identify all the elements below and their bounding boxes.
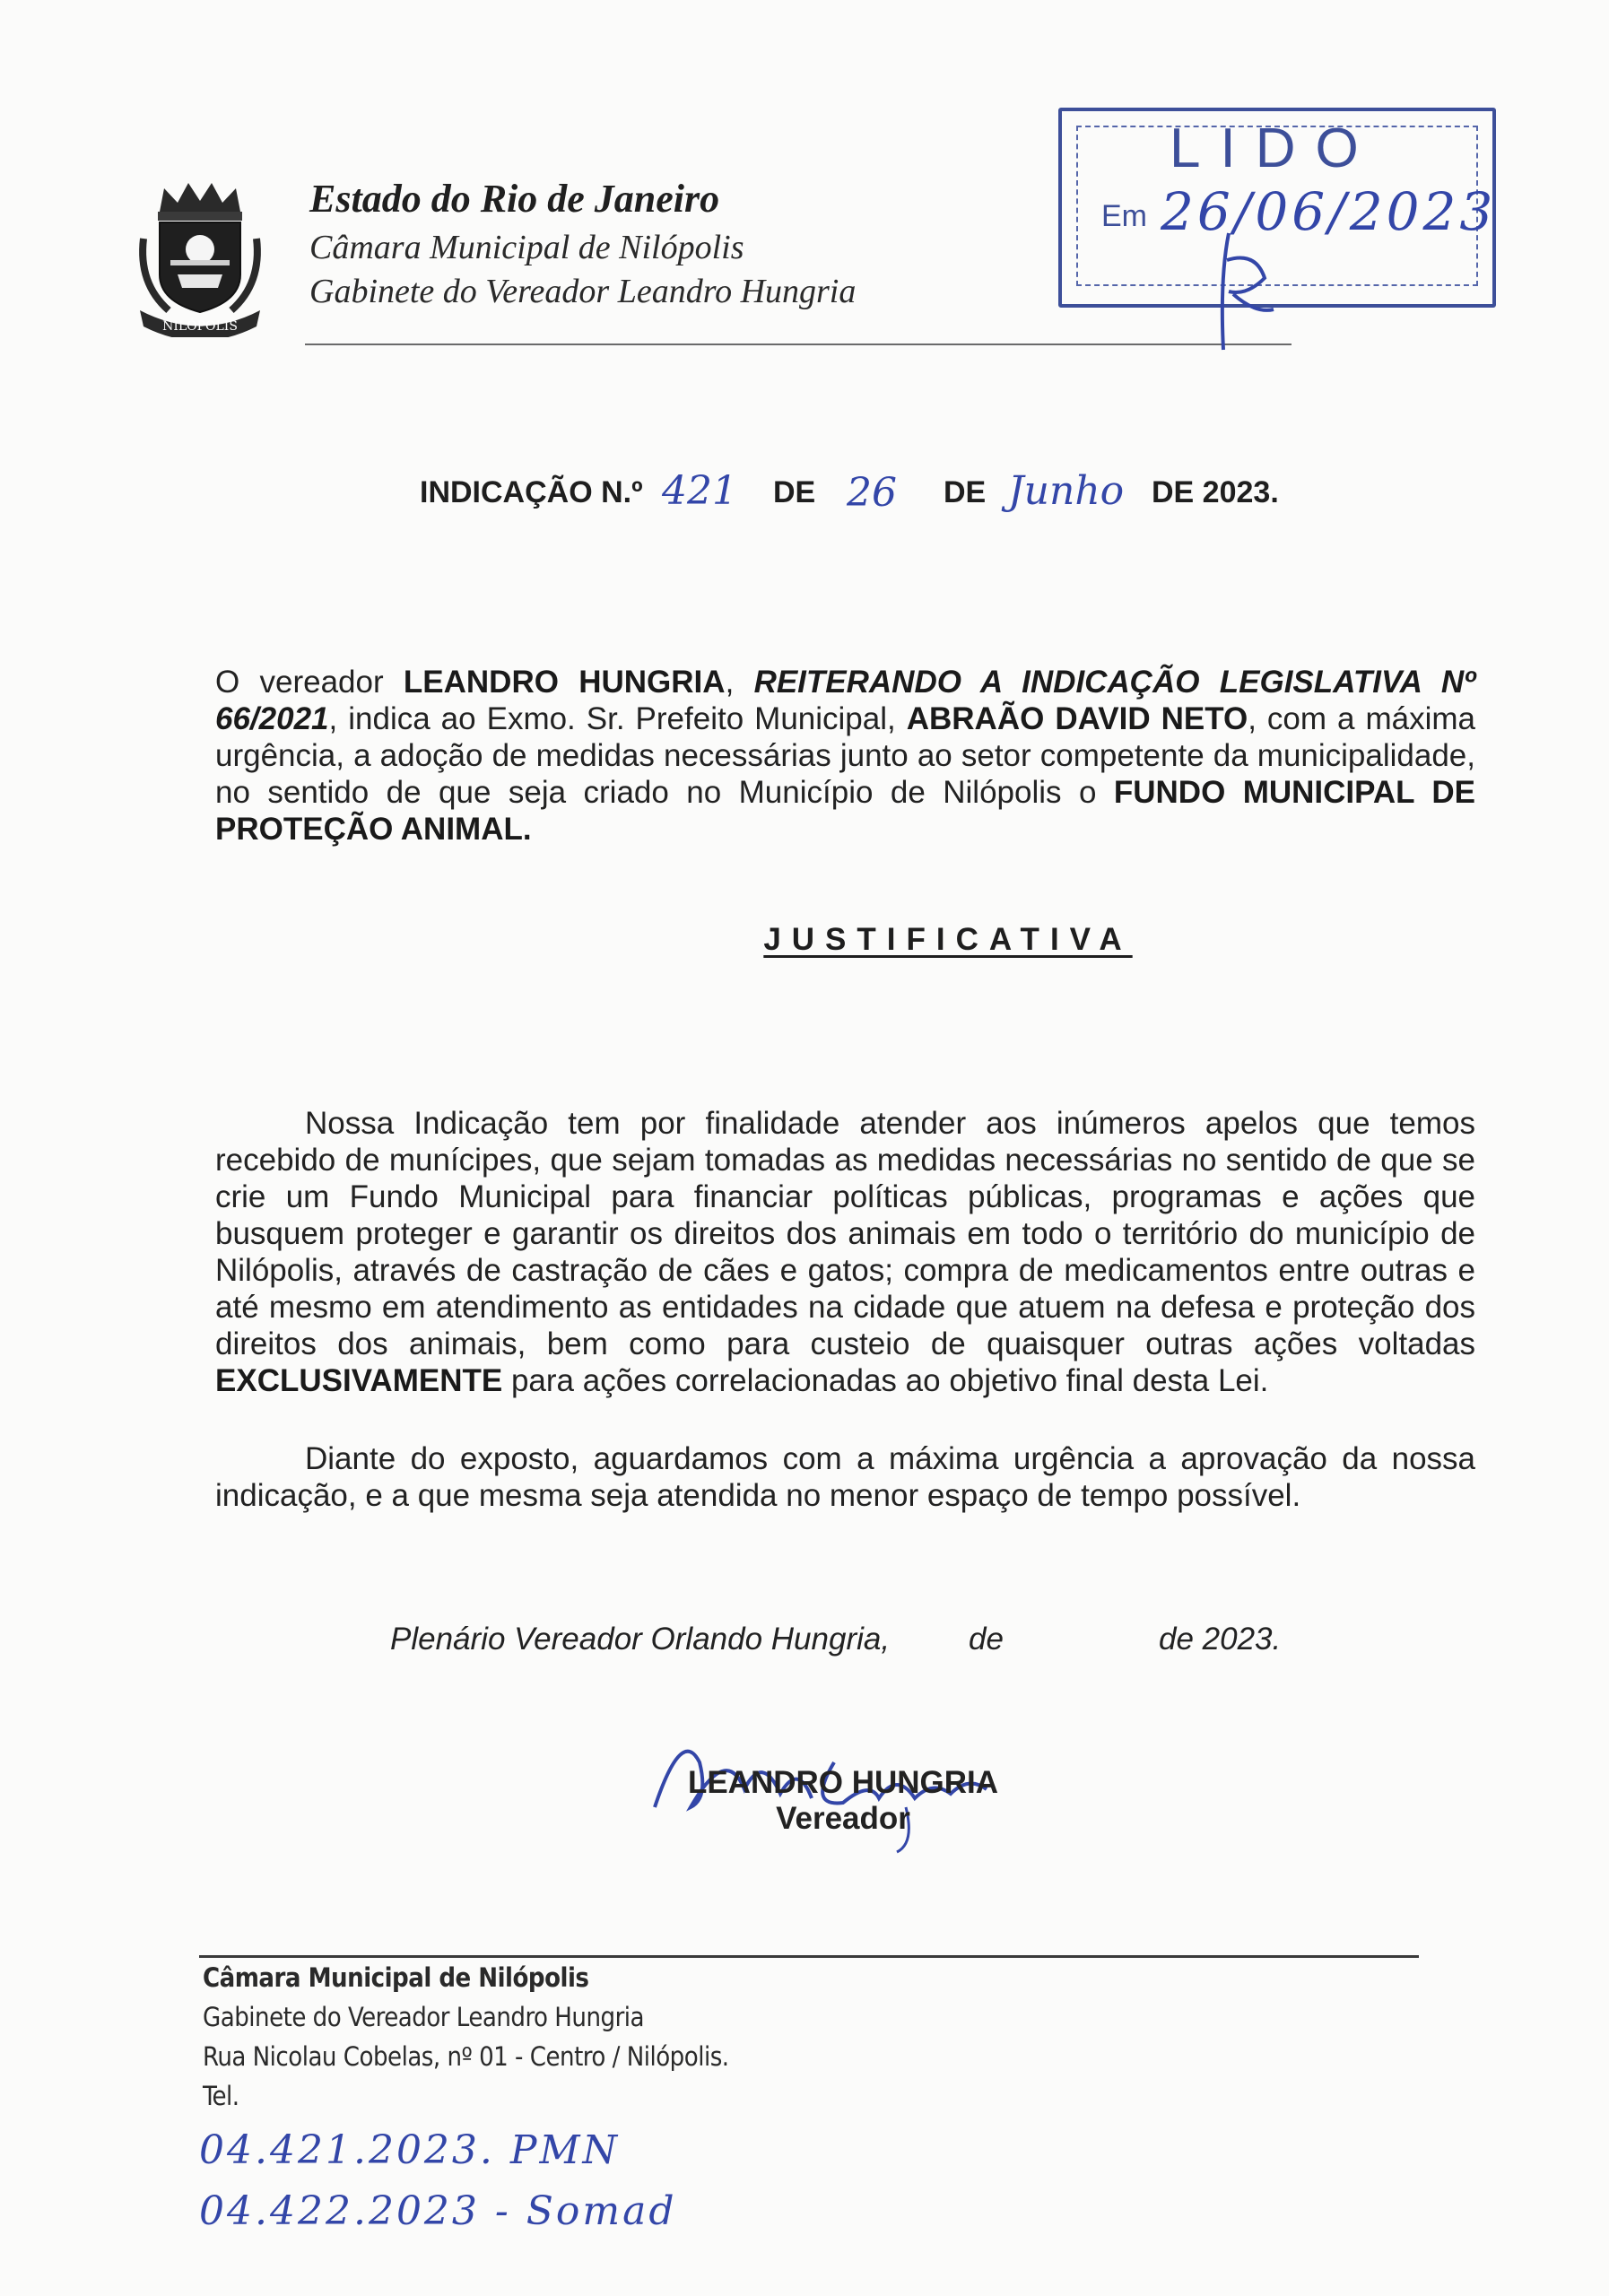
stamp-initial-scribble [1193,224,1283,359]
justificativa-paragraph-1 [215,1105,1475,1399]
justificativa-paragraph-2 [215,1440,1475,1514]
stamp-em: Em [1101,199,1147,233]
footer-chamber: Câmara Municipal de Nilópolis [203,1962,589,1993]
header-office: Gabinete do Vereador Leandro Hungria [309,273,857,310]
indicacao-month: Junho [1008,468,1125,514]
justificativa-p1-emphasis: EXCLUSIVAMENTE [215,1363,503,1398]
indicacao-number: 421 [662,468,737,514]
header-divider [305,344,1292,345]
handwritten-note-2: 04.422.2023 - Somad [199,2188,677,2234]
header-chamber: Câmara Municipal de Nilópolis [309,229,744,266]
justificativa-p1-text: Nossa Indicação tem por finalidade atender aos inúmeros apelos que temos recebido de munícipes, que sejam tomadas as medidas necessárias no sentido de que se crie um Fundo Municipal para financiar políticas públicas, programas e ações que busquem proteger e garantir os direitos dos animais em todo o território do município de Nilópolis, através de castração de cães e gatos; compra de medicamentos entre outras e até mesmo em atendimento as entidades na cidade que atuem na defesa e proteção dos direitos dos animais, bem como para custeio de quaisquer outras ações voltadas [215,1106,1475,1361]
intro-fund-name: FUNDO MUNICIPAL DE PROTEÇÃO ANIMAL. [215,775,1475,847]
intro-text-1: O vereador [215,665,384,700]
indicacao-day: 26 [847,470,897,516]
footer-address: Rua Nicolau Cobelas, nº 01 - Centro / Nilópolis. [203,2041,729,2072]
closing-de: de [969,1622,1004,1657]
indicacao-prefix: INDICAÇÃO N.º [420,475,643,509]
indicacao-de2: DE [944,475,987,509]
intro-mayor-name: ABRAÃO DAVID NETO [906,701,1248,736]
signature-name: LEANDRO HUNGRIA [687,1765,999,1800]
indicacao-year: DE 2023. [1152,475,1279,509]
intro-text-2: , [725,665,735,700]
footer-divider [199,1955,1419,1958]
footer-tel: Tel. [203,2081,239,2111]
indicacao-de1: DE [773,475,816,509]
justificativa-p2-text: Diante do exposto, aguardamos com a máxima urgência a aprovação da nossa indicação, e a que mesma seja atendida no menor espaço de tempo possível. [215,1441,1475,1513]
intro-text-4: , com a máxima urgência, a adoção de medidas necessárias junto ao setor competente da municipalidade, no sentido de que seja criado no Município de Nilópolis o [215,701,1475,810]
municipal-crest-icon [133,176,267,337]
signature-role: Vereador [776,1801,910,1836]
intro-reiterating: REITERANDO A INDICAÇÃO LEGISLATIVA Nº 66/2021 [215,665,1475,736]
justificativa-heading-text: JUSTIFICATIVA [763,922,1133,957]
header-state: Estado do Rio de Janeiro [309,177,720,221]
stamp-date: 26/06/2023 [1161,181,1497,242]
justificativa-heading [0,922,1609,958]
justificativa-p1-tail: para ações correlacionadas ao objetivo final desta Lei. [510,1363,1269,1398]
intro-councilor-name: LEANDRO HUNGRIA [403,665,726,700]
crest-ribbon-text: NILÓPOLIS [162,319,238,334]
footer-office: Gabinete do Vereador Leandro Hungria [203,2002,645,2032]
intro-text-3: , indica ao Exmo. Sr. Prefeito Municipal, [328,701,896,736]
closing-year: de 2023. [1159,1622,1282,1657]
intro-paragraph [215,664,1475,848]
handwritten-note-1: 04.421.2023. PMN [199,2127,621,2173]
stamp-label: LIDO [1170,117,1379,179]
closing-place: Plenário Vereador Orlando Hungria, [390,1622,891,1657]
